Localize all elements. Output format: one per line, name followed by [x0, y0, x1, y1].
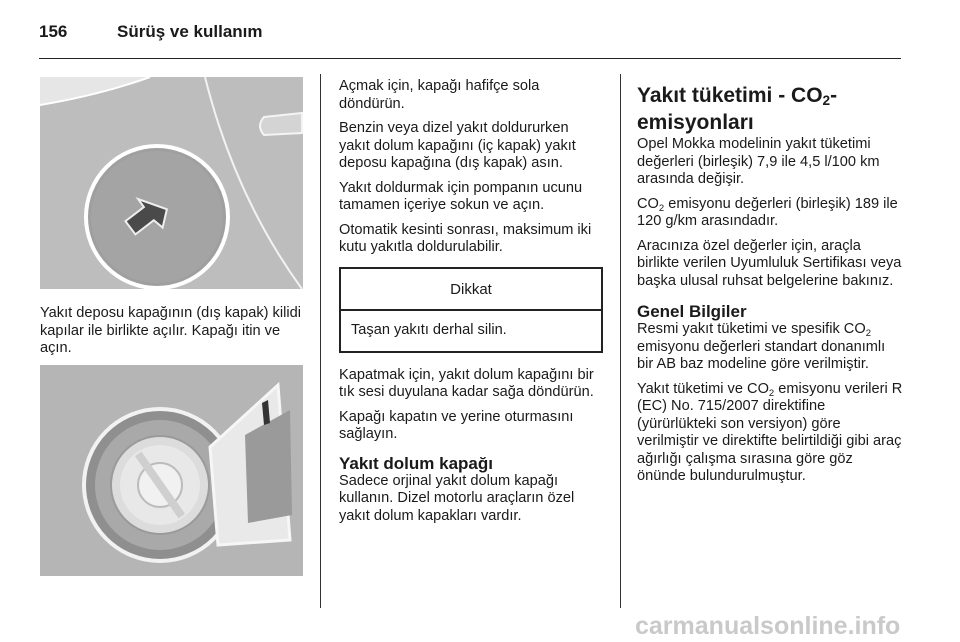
caution-box: [339, 267, 603, 353]
co2-subscript: 2: [658, 202, 665, 214]
official-prefix: Resmi yakıt tüketimi ve spesifik CO: [637, 321, 866, 337]
heading-fuel-cap: Yakıt dolum kapağı: [339, 453, 493, 473]
heading-text: Yakıt tüketimi - CO: [637, 84, 823, 107]
paragraph-original-cap: Sadece orjinal yakıt dolum kapağı kullanın. Dizel motorlu araçların özel yakıt dolum kapakları vardır.: [339, 472, 575, 524]
directive-prefix: Yakıt tüketimi ve CO: [637, 380, 769, 397]
fuel-cap-illustration: [40, 365, 303, 576]
heading-general-info: Genel Bilgiler: [637, 302, 747, 321]
page-number: 156: [39, 22, 68, 41]
paragraph-directive: [637, 381, 903, 486]
paragraph-hang-cap: Benzin veya dizel yakıt doldururken yakıt dolum kapağını (iç kapak) yakıt deposu kapağına (dış kapak) asın.: [339, 120, 576, 171]
paragraph-open: Açmak için, kapağı hafifçe sola döndürün.: [339, 78, 540, 112]
official-subscript: 2: [865, 328, 871, 339]
directive-subscript: 2: [768, 387, 775, 399]
section-heading: [637, 82, 903, 136]
paragraph-certificate: Aracınıza özel değerler için, araçla birlikte verilen Uyumluluk Sertifikası veya başka ulusal ruhsat belgelerine bakınız.: [637, 237, 902, 289]
paragraph-insert-nozzle: Yakıt doldurmak için pompanın ucunu tamamen içeriye sokun ve açın.: [339, 179, 583, 213]
middle-column: [339, 78, 603, 532]
header-rule: [39, 58, 901, 59]
fuel-cap-drawing: [40, 365, 303, 576]
figure-caption: Yakıt deposu kapağının (dış kapak) kilidi kapılar ile birlikte açılır. Kapağı itin ve açın.: [40, 305, 301, 356]
caution-body: Taşan yakıtı derhal silin.: [351, 322, 507, 338]
fuel-flap-illustration: [40, 77, 303, 289]
heading-subscript: 2: [822, 93, 831, 108]
heading-hyphen: -: [830, 84, 838, 107]
caution-title: Dikkat: [341, 269, 601, 312]
fuel-flap-drawing: [40, 77, 303, 289]
directive-text: emisyonu verileri R (EC) No. 715/2007 direktifine (yürürlükteki son versiyon) göre verilmiştir ve direktifte belirtildiği gibi araç ağırlığı çalışma sırasına göre göz önünde bulundurulmuştur.: [637, 380, 903, 484]
column-divider-left: [320, 74, 321, 608]
page-title: Sürüş ve kullanım: [117, 22, 263, 41]
official-text: emisyonu değerleri standart donanımlı bir AB baz modeline göre verilmiştir.: [637, 338, 886, 372]
co2-prefix: CO: [637, 195, 659, 212]
paragraph-official-values: [637, 321, 903, 374]
watermark: carmanualsonline.info: [635, 612, 901, 640]
page-header: [39, 22, 263, 42]
paragraph-auto-cutoff: Otomatik kesinti sonrası, maksimum iki kutu yakıtla doldurulabilir.: [339, 221, 592, 255]
paragraph-consumption: Opel Mokka modelinin yakıt tüketimi değerleri (birleşik) 7,9 ile 4,5 l/100 km arasında değişir.: [637, 136, 880, 187]
paragraph-close: Kapatmak için, yakıt dolum kapağını bir tık sesi duyulana kadar sağa döndürün.: [339, 366, 594, 400]
right-column: [637, 82, 903, 493]
co2-text: emisyonu değerleri (birleşik) 189 ile 120 g/km arasındadır.: [637, 195, 898, 229]
heading-line2: emisyonları: [637, 111, 754, 134]
column-divider-right: [620, 74, 621, 608]
paragraph-close-flap: Kapağı kapatın ve yerine oturmasını sağlayın.: [339, 408, 574, 442]
paragraph-co2: [637, 196, 903, 231]
